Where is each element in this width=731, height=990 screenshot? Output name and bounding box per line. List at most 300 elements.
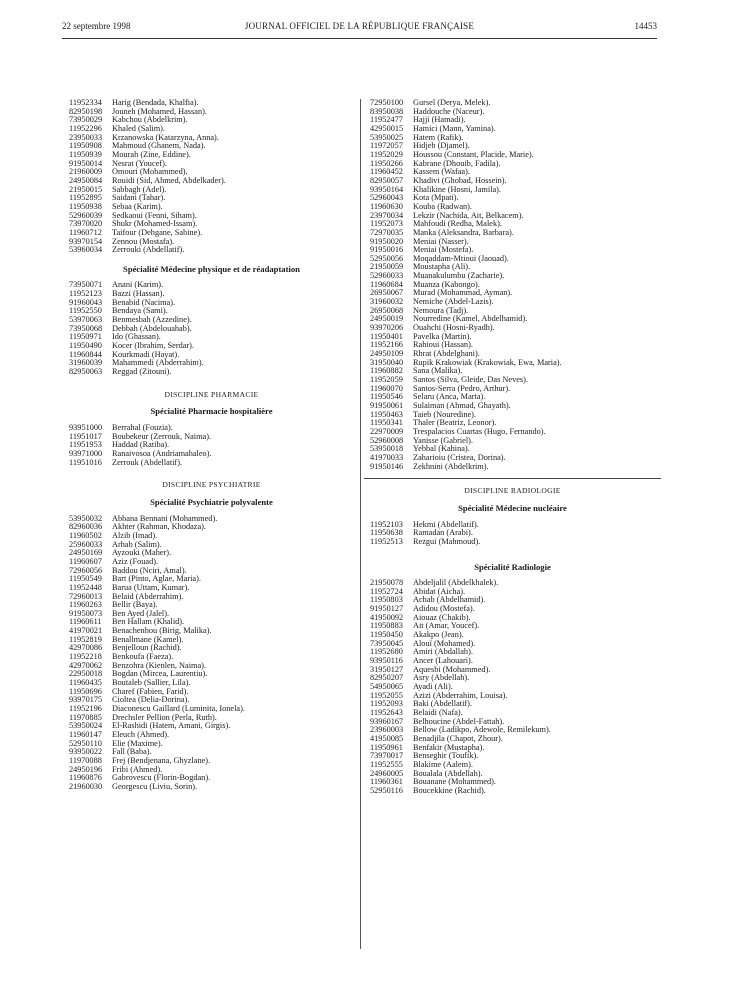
list-item: [370, 151, 655, 160]
list-item: [69, 186, 354, 195]
person-name: Kota (Mpati).: [413, 194, 459, 203]
registration-number: 53950025: [370, 133, 404, 142]
registration-number: 11952550: [69, 307, 102, 316]
list-item: [370, 238, 655, 247]
person-name: Houssou (Constant, Placide, Marie).: [413, 150, 534, 159]
registration-number: 52960043: [370, 194, 404, 203]
list-item: [370, 454, 655, 463]
list-item: [370, 709, 655, 718]
list-item: [370, 116, 655, 125]
list-item: [370, 631, 655, 640]
list-item: [69, 696, 354, 705]
registration-number: 25960033: [69, 540, 103, 549]
header-rule: [62, 38, 657, 39]
list-item: [370, 212, 655, 221]
person-name: Mourah (Zine, Eddine).: [112, 150, 191, 159]
registration-number: 11960147: [69, 731, 102, 739]
person-name: Benzohra (Kienlen, Naima).: [112, 661, 206, 670]
list-item: [370, 246, 655, 255]
registration-number: 11951016: [69, 458, 102, 467]
registration-number: 21960009: [69, 168, 103, 177]
person-name: Belaidi (Nafa).: [413, 709, 463, 717]
list-item: [370, 700, 655, 709]
registration-number: 73950068: [69, 324, 103, 333]
registration-number: 11952166: [370, 341, 403, 350]
person-name: Ranaivosoa (Andriamahaleo).: [112, 449, 212, 458]
registration-number: 11952513: [370, 537, 403, 546]
registration-number: 93950116: [370, 657, 403, 666]
person-name: Aquesbi (Mohammed).: [413, 665, 491, 674]
specialty-heading: Spécialité Médecine nucléaire: [458, 502, 567, 513]
list-item: [69, 618, 354, 627]
list-item: [370, 752, 655, 761]
name-list: [69, 99, 354, 255]
person-name: Benfakir (Mustapha).: [413, 743, 485, 752]
registration-number: 11952093: [370, 700, 403, 709]
person-name: Sedkaoui (Fenni, Siham).: [112, 211, 197, 220]
registration-number: 82950057: [370, 176, 404, 185]
list-item: [69, 441, 354, 450]
list-item: [69, 636, 354, 645]
registration-number: 52960039: [69, 211, 103, 220]
person-name: Zekhnini (Abdelkrim).: [413, 462, 489, 471]
list-item: [69, 722, 354, 731]
list-item: [69, 532, 354, 541]
person-name: Kourkmadi (Hayat).: [112, 350, 180, 359]
list-item: [370, 692, 655, 701]
person-name: Moqaddam-Mtioui (Jaouad).: [413, 254, 509, 263]
person-name: Khalikine (Hosni, Jamila).: [413, 185, 502, 194]
registration-number: 11972057: [370, 142, 403, 151]
person-name: Abbana Bennani (Mohammed).: [112, 514, 218, 523]
name-list: [69, 281, 354, 376]
list-item: [370, 350, 655, 359]
list-item: [69, 593, 354, 602]
person-name: Aiouaz (Chakib).: [413, 613, 471, 622]
list-item: [69, 584, 354, 593]
person-name: Benseghir (Toufik).: [413, 752, 479, 761]
list-item: [370, 614, 655, 623]
registration-number: 11952055: [370, 691, 403, 700]
person-name: Manka (Aleksandra, Barbara).: [413, 228, 514, 237]
registration-number: 73950071: [69, 281, 103, 290]
registration-number: 11960630: [370, 202, 403, 211]
list-item: [69, 168, 354, 177]
registration-number: 52960033: [370, 272, 404, 281]
person-name: Rouidi (Sid, Ahmed, Abdelkader).: [112, 176, 226, 185]
registration-number: 24950169: [69, 549, 103, 558]
person-name: Jouneh (Mohamed, Hassan).: [112, 107, 207, 116]
person-name: Zaharioiu (Cristea, Dorina).: [413, 453, 506, 462]
page-header: [62, 21, 657, 35]
person-name: Nemiche (Abdel-Lazis).: [413, 298, 494, 307]
person-name: Rhrat (Abdelghani).: [413, 350, 480, 359]
list-item: [370, 289, 655, 298]
registration-number: 11952073: [370, 220, 403, 229]
person-name: Akhter (Rahman, Khodaza).: [112, 523, 206, 532]
registration-number: 23970034: [370, 211, 404, 220]
person-name: Alzib (Imad).: [112, 531, 158, 540]
person-name: Bogdan (Mircea, Laurentiu).: [112, 670, 208, 679]
registration-number: 11970088: [69, 756, 102, 765]
person-name: Gabrovescu (Florin-Bogdan).: [112, 774, 211, 783]
registration-number: 52950056: [370, 254, 404, 263]
registration-number: 21960030: [69, 782, 103, 791]
registration-number: 93970175: [69, 696, 103, 705]
list-item: [370, 359, 655, 368]
person-name: Krzanowska (Katarzyna, Anna).: [112, 133, 219, 142]
registration-number: 53950024: [69, 722, 103, 731]
person-name: Kassem (Wafaa).: [413, 168, 470, 177]
registration-number: 11960611: [69, 618, 102, 627]
registration-number: 11960684: [370, 280, 403, 289]
registration-number: 11950939: [69, 150, 102, 159]
list-item: [370, 125, 655, 134]
registration-number: 11951017: [69, 432, 102, 441]
person-name: Kouba (Radwan).: [413, 202, 472, 211]
person-name: Baddou (Nciri, Amal).: [112, 566, 187, 575]
list-item: [370, 385, 655, 394]
registration-number: 11960263: [69, 601, 102, 610]
person-name: Bendaya (Sami).: [112, 307, 168, 316]
list-item: [370, 666, 655, 675]
list-item: [69, 433, 354, 442]
person-name: Charef (Fabien, Farid).: [112, 687, 189, 696]
person-name: Shukr (Mohamed-Issam).: [112, 220, 198, 229]
person-name: Fribi (Ahmed).: [112, 765, 163, 774]
person-name: Yebbal (Kahina).: [413, 445, 470, 454]
list-item: [69, 688, 354, 697]
registration-number: 91950146: [370, 462, 404, 471]
person-name: Moustapha (Ali).: [413, 263, 471, 272]
person-name: Taieb (Nouredine).: [413, 410, 477, 419]
person-name: Diaconescu Gaillard (Luminita, Ionela).: [112, 705, 245, 714]
list-item: [69, 740, 354, 749]
registration-number: 11950696: [69, 687, 102, 696]
registration-number: 11950546: [370, 393, 403, 402]
registration-number: 42970062: [69, 661, 103, 670]
registration-number: 11952895: [69, 194, 102, 203]
list-item: [69, 714, 354, 723]
name-list: [370, 521, 655, 547]
registration-number: 11952123: [69, 290, 102, 299]
registration-number: 11952334: [69, 99, 102, 107]
list-item: [370, 272, 655, 281]
person-name: Omouri (Mohammed).: [112, 168, 188, 177]
list-item: [69, 731, 354, 740]
list-item: [370, 538, 655, 547]
person-name: Hajji (Hamadi).: [413, 116, 466, 125]
list-item: [370, 367, 655, 376]
person-name: El-Rashidi (Hatem, Amani, Girgis).: [112, 722, 231, 731]
person-name: Belaid (Abderrahim).: [112, 592, 184, 601]
list-item: [69, 610, 354, 619]
registration-number: 11950549: [69, 575, 102, 584]
list-item: [370, 168, 655, 177]
registration-number: 11950490: [69, 342, 102, 351]
person-name: Muanza (Kabongo).: [413, 280, 480, 289]
person-name: Meniai (Nasser).: [413, 237, 469, 246]
list-item: [69, 325, 354, 334]
list-item: [69, 459, 354, 468]
person-name: Fall (Baba).: [112, 748, 152, 757]
person-name: Mahfoudi (Redha, Malek).: [413, 220, 502, 229]
registration-number: 11960452: [370, 168, 403, 177]
registration-number: 11950401: [370, 332, 403, 341]
person-name: Frej (Bendjenana, Ghyzlane).: [112, 756, 211, 765]
person-name: Sabbagh (Adel).: [112, 185, 167, 194]
registration-number: 11950266: [370, 159, 403, 168]
list-item: [370, 718, 655, 727]
list-item: [370, 596, 655, 605]
list-item: [69, 541, 354, 550]
registration-number: 93970154: [69, 237, 103, 246]
list-item: [69, 299, 354, 308]
registration-number: 91950127: [370, 605, 404, 614]
left-column: [69, 99, 354, 792]
person-name: Muanakulumbu (Zacharie).: [413, 272, 505, 281]
person-name: Anani (Karim).: [112, 281, 164, 290]
person-name: Debbah (Abdelouahab).: [112, 324, 192, 333]
registration-number: 53950032: [69, 514, 103, 523]
person-name: Khaled (Salim).: [112, 124, 165, 133]
list-item: [69, 575, 354, 584]
registration-number: 23950033: [69, 133, 103, 142]
list-item: [370, 674, 655, 683]
registration-number: 73950045: [370, 639, 404, 648]
registration-number: 93950164: [370, 185, 404, 194]
registration-number: 11952296: [69, 124, 102, 133]
registration-number: 11952103: [370, 520, 403, 529]
person-name: Bart (Pinto, Aglae, Maria).: [112, 575, 201, 584]
registration-number: 91950020: [370, 237, 404, 246]
person-name: Belhoucine (Abdel-Fattah).: [413, 717, 505, 726]
list-item: [370, 263, 655, 272]
person-name: Yanisse (Gabriel).: [413, 436, 473, 445]
registration-number: 11952643: [370, 709, 403, 717]
person-name: Khadivi (Ghobad, Hossein).: [413, 176, 507, 185]
list-item: [370, 177, 655, 186]
registration-number: 11952448: [69, 583, 102, 592]
registration-number: 21950078: [370, 579, 404, 588]
person-name: Baki (Abdellatif).: [413, 700, 472, 709]
list-item: [69, 679, 354, 688]
person-name: Thaler (Beatriz, Leonor).: [413, 419, 497, 428]
list-item: [370, 307, 655, 316]
registration-number: 93951000: [69, 424, 103, 432]
registration-number: 91950014: [69, 159, 103, 168]
person-name: Achab (Abdelhamid).: [413, 596, 486, 605]
person-name: Bellow (Ladikpo, Adewole, Remilekum).: [413, 726, 551, 735]
registration-number: 52960008: [370, 436, 404, 445]
person-name: Arhab (Salim).: [112, 540, 162, 549]
list-item: [69, 351, 354, 360]
list-item: [69, 644, 354, 653]
specialty-heading: Spécialité Psychiatrie polyvalente: [150, 496, 273, 507]
person-name: Sebaa (Karim).: [112, 202, 163, 211]
person-name: Gursel (Derya, Melek).: [413, 99, 491, 107]
registration-number: 11950803: [370, 596, 403, 605]
person-name: Nesrat (Youcef).: [112, 159, 167, 168]
person-name: Zennou (Mostafa).: [112, 237, 175, 246]
person-name: Rupik Krakowiak (Krakowiak, Ewa, Maria).: [413, 358, 562, 367]
registration-number: 73970017: [370, 752, 404, 761]
person-name: Bouanane (Mohammed).: [413, 778, 496, 787]
list-item: [69, 307, 354, 316]
registration-number: 11960502: [69, 531, 102, 540]
person-name: Cioltea (Delia-Dorina).: [112, 696, 190, 705]
registration-number: 22950018: [69, 670, 103, 679]
registration-number: 11960882: [370, 367, 403, 376]
registration-number: 11952196: [69, 705, 102, 714]
registration-number: 11952680: [370, 648, 403, 657]
registration-number: 11950938: [69, 202, 102, 211]
registration-number: 82950063: [69, 368, 103, 377]
list-item: [370, 521, 655, 530]
list-item: [370, 134, 655, 143]
column-divider: [360, 99, 361, 949]
list-item: [69, 359, 354, 368]
list-item: [370, 787, 655, 796]
registration-number: 11950883: [370, 622, 403, 631]
person-name: Bellir (Baya).: [112, 601, 158, 610]
person-name: Berrahal (Fouzia).: [112, 424, 173, 432]
list-item: [69, 567, 354, 576]
person-name: Nourredine (Kamel, Abdelhamid).: [413, 315, 528, 324]
person-name: Hekmi (Abdellatif).: [413, 520, 479, 529]
person-name: Kocer (Ibrahim, Serdar).: [112, 342, 195, 351]
list-item: [69, 705, 354, 714]
registration-number: 73950029: [69, 116, 103, 125]
list-item: [370, 463, 655, 472]
registration-number: 82950207: [370, 674, 404, 683]
list-item: [69, 99, 354, 108]
person-name: Sana (Malika).: [413, 367, 463, 376]
registration-number: 11950961: [370, 743, 403, 752]
specialty-heading: Spécialité Médecine physique et de réadaptation: [123, 263, 300, 274]
list-item: [69, 238, 354, 247]
list-item: [69, 316, 354, 325]
registration-number: 21950059: [370, 263, 404, 272]
registration-number: 11952059: [370, 376, 403, 384]
list-item: [69, 757, 354, 766]
list-item: [69, 670, 354, 679]
person-name: Ait (Amar, Youcef).: [413, 622, 480, 631]
person-name: Ido (Ghassan).: [112, 333, 161, 342]
person-name: Benmesbah (Azzedine).: [112, 316, 192, 325]
person-name: Blakime (Aalem).: [413, 760, 473, 769]
registration-number: 11960070: [370, 384, 403, 393]
registration-number: 11950638: [370, 529, 403, 538]
list-item: [69, 212, 354, 221]
discipline-heading: DISCIPLINE PSYCHIATRIE: [162, 480, 261, 490]
registration-number: 24950196: [69, 765, 103, 774]
person-name: Taifour (Dehgane, Sabine).: [112, 228, 203, 237]
person-name: Saidani (Tahar).: [112, 194, 166, 203]
list-item: [69, 177, 354, 186]
registration-number: 72970035: [370, 228, 404, 237]
registration-number: 73970020: [69, 220, 103, 229]
person-name: Ayzouki (Maher).: [112, 549, 172, 558]
registration-number: 31960039: [69, 359, 103, 368]
list-item: [69, 108, 354, 117]
list-item: [69, 134, 354, 143]
list-item: [69, 125, 354, 134]
registration-number: 31960032: [370, 298, 404, 307]
person-name: Drechsler Pellion (Perla, Ruth).: [112, 713, 217, 722]
registration-number: 11952477: [370, 116, 403, 125]
person-name: Ancer (Lahouari).: [413, 657, 473, 666]
registration-number: 11970885: [69, 713, 102, 722]
list-item: [69, 229, 354, 238]
list-item: [370, 203, 655, 212]
person-name: Reggad (Zitouni).: [112, 368, 172, 377]
list-item: [370, 402, 655, 411]
registration-number: 82960036: [69, 523, 103, 532]
registration-number: 31950040: [370, 358, 404, 367]
person-name: Elie (Maxime).: [112, 739, 163, 748]
list-item: [370, 186, 655, 195]
registration-number: 24950019: [370, 315, 404, 324]
person-name: Benallmane (Kamel).: [112, 635, 184, 644]
person-name: Ben Ayed (Jalel).: [112, 609, 170, 618]
registration-number: 91950016: [370, 246, 404, 255]
registration-number: 91950061: [370, 401, 404, 410]
registration-number: 24960005: [370, 769, 404, 778]
person-name: Lekzir (Nachida, Ait, Belkacem).: [413, 211, 524, 220]
list-item: [69, 220, 354, 229]
list-item: [370, 445, 655, 454]
person-name: Akakpo (Jean).: [413, 631, 464, 640]
list-item: [69, 290, 354, 299]
specialty-heading: Spécialité Pharmacie hospitalière: [150, 406, 273, 417]
person-name: Zerrouk (Abdellatif).: [112, 458, 183, 467]
registration-number: 91950073: [69, 609, 103, 618]
name-list: [69, 515, 354, 792]
person-name: Haddad (Ratiba).: [112, 441, 170, 450]
page-number: 14453: [634, 21, 657, 31]
list-item: [69, 627, 354, 636]
list-item: [370, 99, 655, 108]
registration-number: 53960034: [69, 246, 103, 255]
list-item: [370, 640, 655, 649]
person-name: Azizi (Abderrahim, Louisa).: [413, 691, 508, 700]
list-item: [370, 324, 655, 333]
registration-number: 83950038: [370, 107, 404, 116]
list-item: [370, 376, 655, 385]
person-name: Aziz (Fouad).: [112, 557, 159, 566]
list-item: [370, 648, 655, 657]
person-name: Hamici (Mann, Yamina).: [413, 124, 496, 133]
registration-number: 11950341: [370, 419, 403, 428]
person-name: Rahioui (Hassan).: [413, 341, 473, 350]
registration-number: 93950022: [69, 748, 103, 757]
list-item: [69, 653, 354, 662]
person-name: Boualala (Abdellah).: [413, 769, 483, 778]
list-item: [69, 246, 354, 255]
list-item: [370, 419, 655, 428]
list-item: [370, 622, 655, 631]
right-column: [370, 99, 655, 796]
list-item: [370, 255, 655, 264]
list-item: [69, 515, 354, 524]
registration-number: 11952724: [370, 587, 403, 596]
person-name: Amiri (Abdallah).: [413, 648, 473, 657]
list-item: [370, 194, 655, 203]
person-name: Abidat (Aicha).: [413, 587, 466, 596]
registration-number: 72960013: [69, 592, 103, 601]
registration-number: 11950971: [69, 333, 102, 342]
